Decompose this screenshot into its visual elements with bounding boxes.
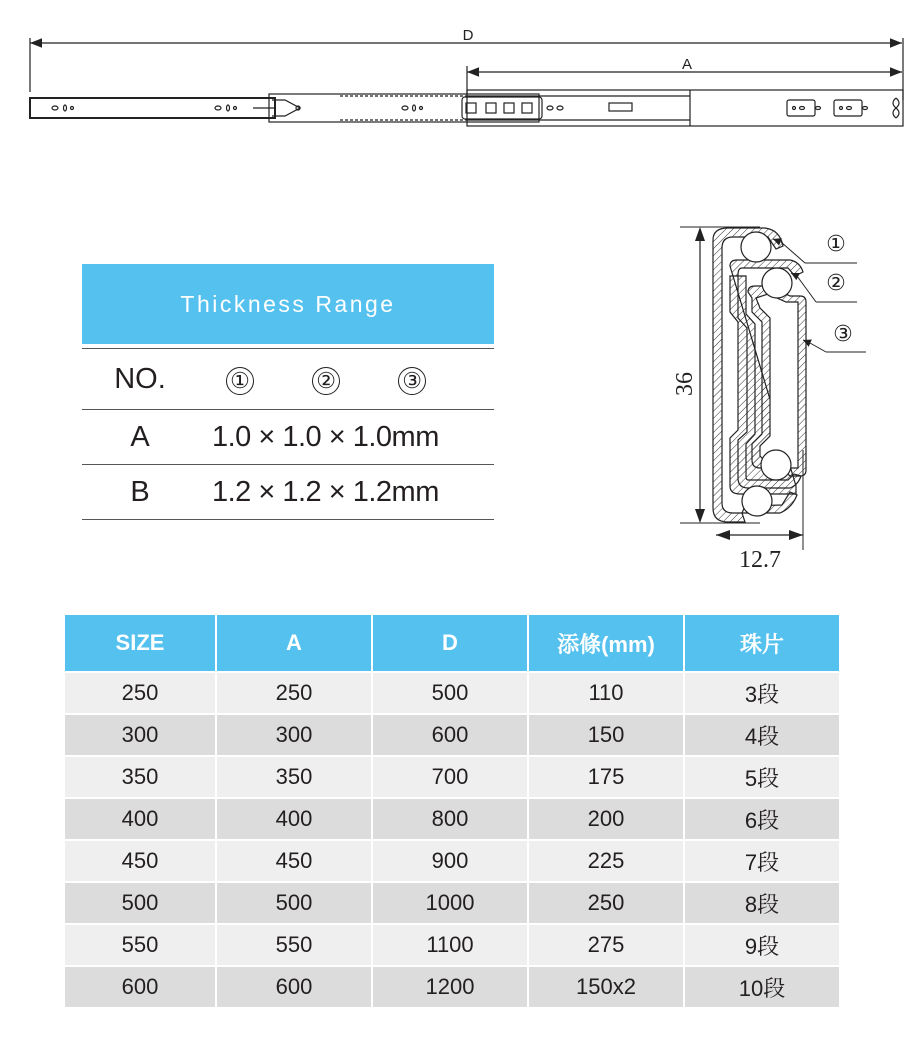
table-row	[65, 883, 839, 923]
part-markers	[192, 363, 476, 396]
marker-3: ③	[398, 367, 426, 395]
thickness-row	[82, 409, 494, 464]
ball-bearing	[762, 268, 792, 298]
table-row	[65, 841, 839, 881]
table-row	[65, 925, 839, 965]
marker-2: ②	[312, 367, 340, 395]
table-cell: 225	[529, 841, 683, 881]
thickness-range-title: Thickness Range	[82, 264, 494, 344]
thickness-row-label: A	[130, 420, 150, 453]
table-cell: 300	[217, 715, 371, 755]
table-cell: 8段	[685, 883, 839, 923]
table-cell: 9段	[685, 925, 839, 965]
slide-side-view-drawing	[0, 20, 919, 140]
thickness-row-label: B	[130, 475, 150, 508]
table-cell: 600	[217, 967, 371, 1007]
table-cell: 550	[217, 925, 371, 965]
table-cell: 150	[529, 715, 683, 755]
ball-bearing	[742, 486, 772, 516]
table-cell: 110	[529, 673, 683, 713]
table-cell: 800	[373, 799, 527, 839]
outer-rail	[462, 90, 903, 126]
table-cell: 1100	[373, 925, 527, 965]
table-cell: 600	[65, 967, 215, 1007]
inner-rail	[30, 98, 275, 118]
table-row	[65, 799, 839, 839]
table-cell: 700	[373, 757, 527, 797]
marker-1: ①	[226, 367, 254, 395]
callout-3: ③	[833, 322, 853, 347]
table-cell: 5段	[685, 757, 839, 797]
table-cell: 400	[65, 799, 215, 839]
size-spec-table	[63, 613, 841, 1009]
table-row	[65, 757, 839, 797]
table-cell: 200	[529, 799, 683, 839]
size-table-header	[65, 615, 839, 671]
mounting-slot-1	[787, 100, 821, 116]
table-cell: 500	[217, 883, 371, 923]
column-header-strip: 添條(mm)	[529, 615, 683, 671]
column-header-size: SIZE	[65, 615, 215, 671]
no-label: NO.	[114, 362, 166, 395]
table-cell: 900	[373, 841, 527, 881]
mounting-slot-2	[834, 100, 868, 116]
table-cell: 250	[65, 673, 215, 713]
table-cell: 500	[373, 673, 527, 713]
table-cell: 350	[217, 757, 371, 797]
dimension-a	[467, 56, 902, 95]
table-cell: 500	[65, 883, 215, 923]
thickness-row-value: 1.2 × 1.2 × 1.2mm	[212, 475, 439, 508]
column-header-bead: 珠片	[685, 615, 839, 671]
ball-bearing	[741, 232, 771, 262]
thickness-range-table	[82, 264, 494, 520]
thickness-row	[82, 464, 494, 520]
table-cell: 10段	[685, 967, 839, 1007]
table-cell: 7段	[685, 841, 839, 881]
dimension-d-label: D	[462, 27, 474, 44]
table-cell: 550	[65, 925, 215, 965]
table-cell: 1000	[373, 883, 527, 923]
table-cell: 300	[65, 715, 215, 755]
table-cell: 450	[65, 841, 215, 881]
table-cell: 350	[65, 757, 215, 797]
table-cell: 250	[529, 883, 683, 923]
table-row	[65, 673, 839, 713]
table-cell: 3段	[685, 673, 839, 713]
column-header-a: A	[217, 615, 371, 671]
table-cell: 4段	[685, 715, 839, 755]
callout-1: ①	[826, 232, 846, 257]
height-dimension-label: 36	[672, 372, 698, 396]
table-cell: 175	[529, 757, 683, 797]
width-dimension-label: 12.7	[739, 547, 781, 573]
thickness-row-value: 1.0 × 1.0 × 1.0mm	[212, 420, 439, 453]
table-cell: 450	[217, 841, 371, 881]
callout-2: ②	[826, 271, 846, 296]
table-cell: 6段	[685, 799, 839, 839]
table-cell: 400	[217, 799, 371, 839]
cross-section-drawing	[660, 215, 880, 575]
table-cell: 1200	[373, 967, 527, 1007]
table-row	[65, 967, 839, 1007]
table-cell: 150x2	[529, 967, 683, 1007]
column-header-d: D	[373, 615, 527, 671]
middle-rail	[269, 94, 539, 122]
dimension-a-label: A	[681, 56, 693, 73]
table-cell: 275	[529, 925, 683, 965]
table-cell: 600	[373, 715, 527, 755]
thickness-header-row	[82, 348, 494, 409]
ball-bearing	[761, 450, 791, 480]
table-cell: 250	[217, 673, 371, 713]
table-row	[65, 715, 839, 755]
